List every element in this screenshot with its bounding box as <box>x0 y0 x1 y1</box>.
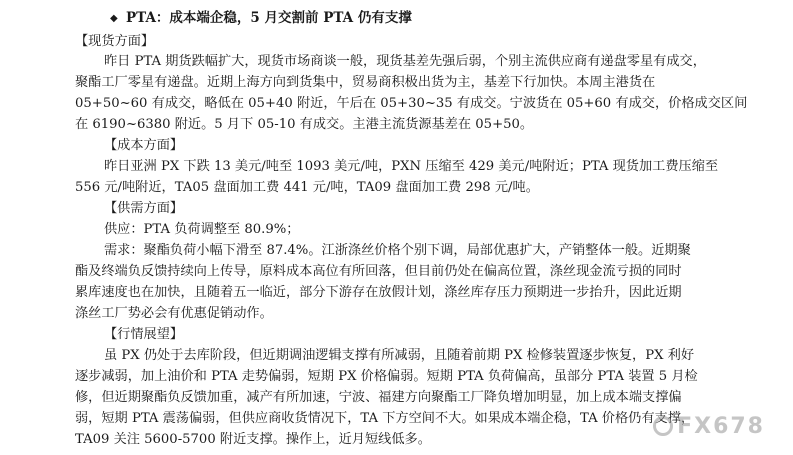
outlook-line: 逐步减弱，加上油价和 PTA 走势偏弱，短期 PX 价格偏弱。短期 PTA 负荷偏高，虽部分 PTA 装置 5 月检 <box>75 369 698 384</box>
spot-section-title: 【现货方面】 <box>75 34 155 49</box>
outlook-section-title: 【行情展望】 <box>104 327 184 342</box>
watermark-text: FX678 <box>677 414 765 439</box>
spot-line: 昨日 PTA 期货跌幅扩大，现货市场商谈一般，现货基差先强后弱，个别主流供应商有递盘零星有成交， <box>104 54 706 69</box>
cost-section-title: 【成本方面】 <box>104 138 184 153</box>
cost-line: 昨日亚洲 PX 下跌 13 美元/吨至 1093 美元/吨，PXN 压缩至 429 美元/吨附近；PTA 现货加工费压缩至 <box>104 159 719 174</box>
outlook-line: TA09 关注 5600-5700 附近支撑。操作上，近月短线低多。 <box>75 432 431 447</box>
demand-line: 累库速度也在加快，且随着五一临近，部分下游存在放假计划，涤丝库存压力预期进一步抬升，因此近期 <box>75 285 682 300</box>
heading-text: PTA：成本端企稳，5 月交割前 PTA 仍有支撑 <box>126 10 412 26</box>
spot-line: 在 6190~6380 附近。5 月下 05-10 有成交。主港主流货源基差在 05+50。 <box>75 117 534 132</box>
fx678-logo-icon <box>653 416 673 436</box>
supply-section-title: 【供需方面】 <box>104 201 184 216</box>
outlook-line: 虽 PX 仍处于去库阶段，但近期调油逻辑支撑有所减弱，且随着前期 PX 检修装置逐步恢复，PX 利好 <box>104 348 695 363</box>
demand-line: 酯及终端负反馈持续向上传导，原料成本高位有所回落，但目前仍处在偏高位置，涤丝现金流亏损的同时 <box>75 264 682 279</box>
cost-line: 556 元/吨附近，TA05 盘面加工费 441 元/吨，TA09 盘面加工费 298 元/吨。 <box>75 180 539 195</box>
fx678-watermark <box>653 414 765 439</box>
demand-line: 涤丝工厂势必会有优惠促销动作。 <box>75 306 273 321</box>
diamond-bullet-icon: ◆ <box>110 13 118 24</box>
demand-line: 需求：聚酯负荷小幅下滑至 87.4%。江浙涤丝价格个别下调，局部优惠扩大，产销整体一般。近期聚 <box>104 243 691 258</box>
spot-line: 05+50~60 有成交，略低在 05+40 附近，午后在 05+30~35 有成交。宁波货在 05+60 有成交，价格成交区间 <box>75 96 748 111</box>
section-heading <box>110 9 412 28</box>
outlook-line: 修，但近期聚酯负反馈加重，减产有所加速，宁波、福建方向聚酯工厂降负增加明显，加上成本端支撑偏 <box>75 390 682 405</box>
outlook-line: 弱，短期 PTA 震荡偏弱，但供应商收货情况下，TA 下方空间不大。如果成本端企稳，TA 价格仍有支撑， <box>75 411 695 426</box>
supply-line: 供应：PTA 负荷调整至 80.9%； <box>104 222 300 237</box>
spot-line: 聚酯工厂零星有递盘。近期上海方向到货集中，贸易商积极出货为主，基差下行加快。本周主港货在 <box>75 75 656 90</box>
